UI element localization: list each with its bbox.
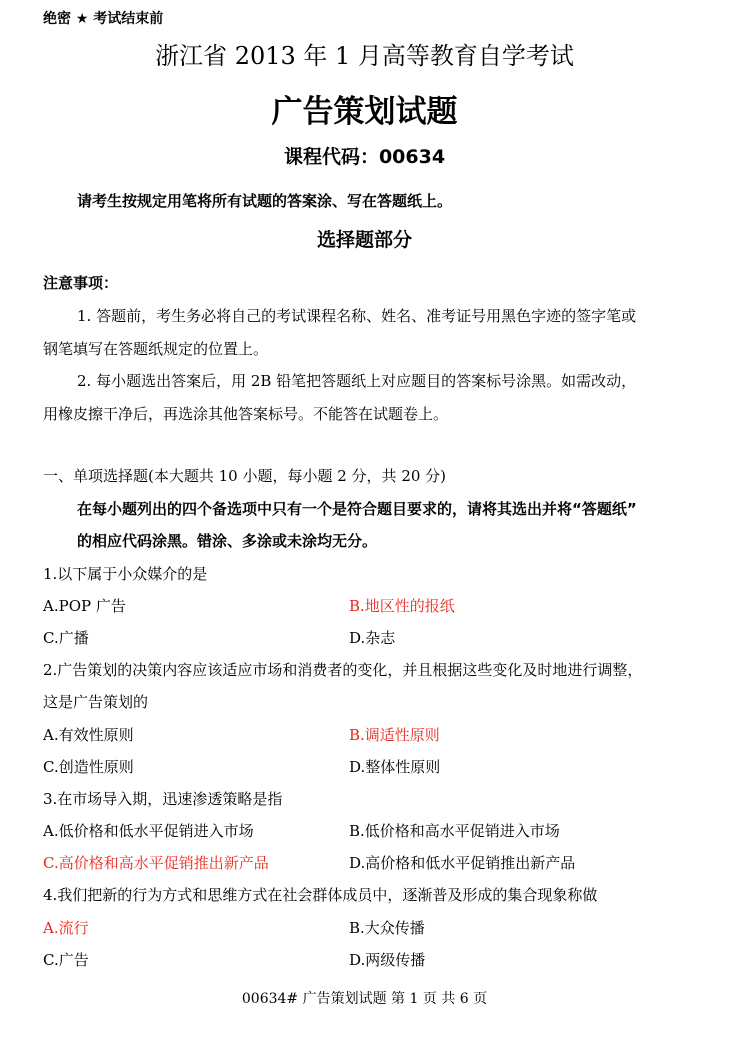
question-1-option-d: D.杂志 <box>349 629 396 647</box>
question-1-option-c: C.广播 <box>43 629 89 647</box>
note-2-line-2: 用橡皮擦干净后，再选涂其他答案标号。不能答在试题卷上。 <box>43 405 449 423</box>
question-2-stem-line-2: 这是广告策划的 <box>43 693 149 711</box>
question-3-option-a: A.低价格和低水平促销进入市场 <box>43 822 254 840</box>
note-1-line-1: 1. 答题前，考生务必将自己的考试课程名称、姓名、准考证号用黑色字迹的签字笔或 <box>77 307 637 325</box>
note-1-line-2: 钢笔填写在答题纸规定的位置上。 <box>43 340 269 358</box>
question-4-option-b: B.大众传播 <box>349 919 425 937</box>
note-2-line-1: 2. 每小题选出答案后，用 2B 铅笔把答题纸上对应题目的答案标号涂黑。如需改动， <box>77 372 637 390</box>
question-1-option-b-answer: B.地区性的报纸 <box>349 597 455 615</box>
question-4-option-c: C.广告 <box>43 951 89 969</box>
exam-line: 浙江省 2013 年 1 月高等教育自学考试 <box>155 42 574 70</box>
question-2-option-a: A.有效性原则 <box>43 726 134 744</box>
section-title: 选择题部分 <box>316 229 412 251</box>
question-1-stem: 1.以下属于小众媒介的是 <box>43 565 208 583</box>
question-2-option-b-answer: B.调适性原则 <box>349 726 440 744</box>
question-3-option-c-answer: C.高价格和高水平促销推出新产品 <box>43 854 269 872</box>
question-2-stem-line-1: 2.广告策划的决策内容应该适应市场和消费者的变化，并且根据这些变化及时地进行调整， <box>43 661 643 679</box>
question-3-option-d: D.高价格和低水平促销推出新产品 <box>349 854 576 872</box>
question-2-option-d: D.整体性原则 <box>349 758 441 776</box>
question-4-option-a-answer: A.流行 <box>43 919 89 937</box>
question-1-option-a: A.POP 广告 <box>43 597 126 615</box>
question-2-option-c: C.创造性原则 <box>43 758 134 776</box>
confidential-label: 绝密 ★ 考试结束前 <box>43 11 164 27</box>
page-footer: 00634# 广告策划试题 第 1 页 共 6 页 <box>241 991 488 1007</box>
question-3-stem: 3.在市场导入期，迅速渗透策略是指 <box>43 790 283 808</box>
part1-desc-line-2: 的相应代码涂黑。错涂、多涂或未涂均无分。 <box>77 532 378 550</box>
question-3-option-b: B.低价格和高水平促销进入市场 <box>349 822 560 840</box>
question-4-option-d: D.两级传播 <box>349 951 426 969</box>
notes-heading: 注意事项： <box>43 274 119 292</box>
page-title: 广告策划试题 <box>271 94 458 130</box>
part1-heading: 一、单项选择题(本大题共 10 小题，每小题 2 分，共 20 分) <box>43 467 447 485</box>
course-code: 课程代码：00634 <box>283 146 446 168</box>
instruction: 请考生按规定用笔将所有试题的答案涂、写在答题纸上。 <box>77 192 453 210</box>
question-4-stem: 4.我们把新的行为方式和思维方式在社会群体成员中，逐渐普及形成的集合现象称做 <box>43 886 598 904</box>
part1-desc-line-1: 在每小题列出的四个备选项中只有一个是符合题目要求的，请将其选出并将“答题纸” <box>77 500 637 518</box>
